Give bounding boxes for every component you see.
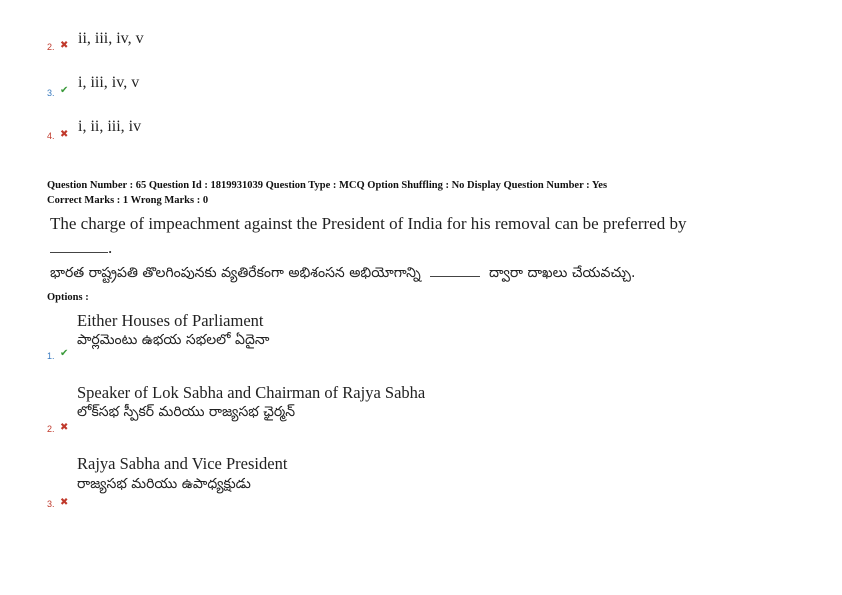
correct-check-icon: ✔ (60, 85, 69, 96)
wrong-cross-icon: ✖ (60, 497, 69, 508)
option-text-en: Either Houses of Parliament (77, 311, 264, 330)
wrong-cross-icon: ✖ (60, 129, 69, 140)
question-marks: Correct Marks : 1 Wrong Marks : 0 (47, 195, 209, 206)
option-text: i, iii, iv, v (78, 74, 140, 91)
option-number: 4. (47, 131, 55, 141)
option-text-te: పార్లమెంటు ఉభయ సభలలో ఏదైనా (77, 332, 270, 348)
question-blank-en (50, 236, 112, 258)
question-text-te (50, 262, 635, 284)
answer-blank (430, 262, 480, 277)
option-number: 2. (47, 424, 55, 434)
options-label: Options : (47, 292, 89, 303)
option-number: 1. (47, 351, 55, 361)
option-text: ii, iii, iv, v (78, 30, 144, 47)
correct-check-icon: ✔ (60, 348, 69, 359)
question-text-en: The charge of impeachment against the President of India for his removal can be preferred by (50, 214, 687, 233)
wrong-cross-icon: ✖ (60, 422, 69, 433)
option-text-te: లోక్‌సభ స్పీకర్ మరియు రాజ్యసభ ఛైర్మన్ (77, 404, 296, 420)
option-number: 3. (47, 499, 55, 509)
question-text-te-part1: భారత రాష్ట్రపతి తొలగింపునకు వ్యతిరేకంగా అభిశంసన అభియోగాన్ని (50, 265, 421, 281)
option-text: i, ii, iii, iv (78, 118, 142, 135)
option-number: 3. (47, 88, 55, 98)
question-text-te-part2: ద్వారా దాఖలు చేయవచ్చు. (488, 265, 636, 281)
blank-suffix: . (108, 238, 113, 257)
option-text-te: రాజ్యసభ మరియు ఉపాధ్యక్షుడు (77, 476, 251, 492)
option-text-en: Rajya Sabha and Vice President (77, 454, 288, 473)
option-number: 2. (47, 42, 55, 52)
question-meta: Question Number : 65 Question Id : 1819931039 Question Type : MCQ Option Shuffling : No Display Question Number : Yes (47, 180, 608, 191)
wrong-cross-icon: ✖ (60, 40, 69, 51)
option-text-en: Speaker of Lok Sabha and Chairman of Rajya Sabha (77, 383, 426, 402)
